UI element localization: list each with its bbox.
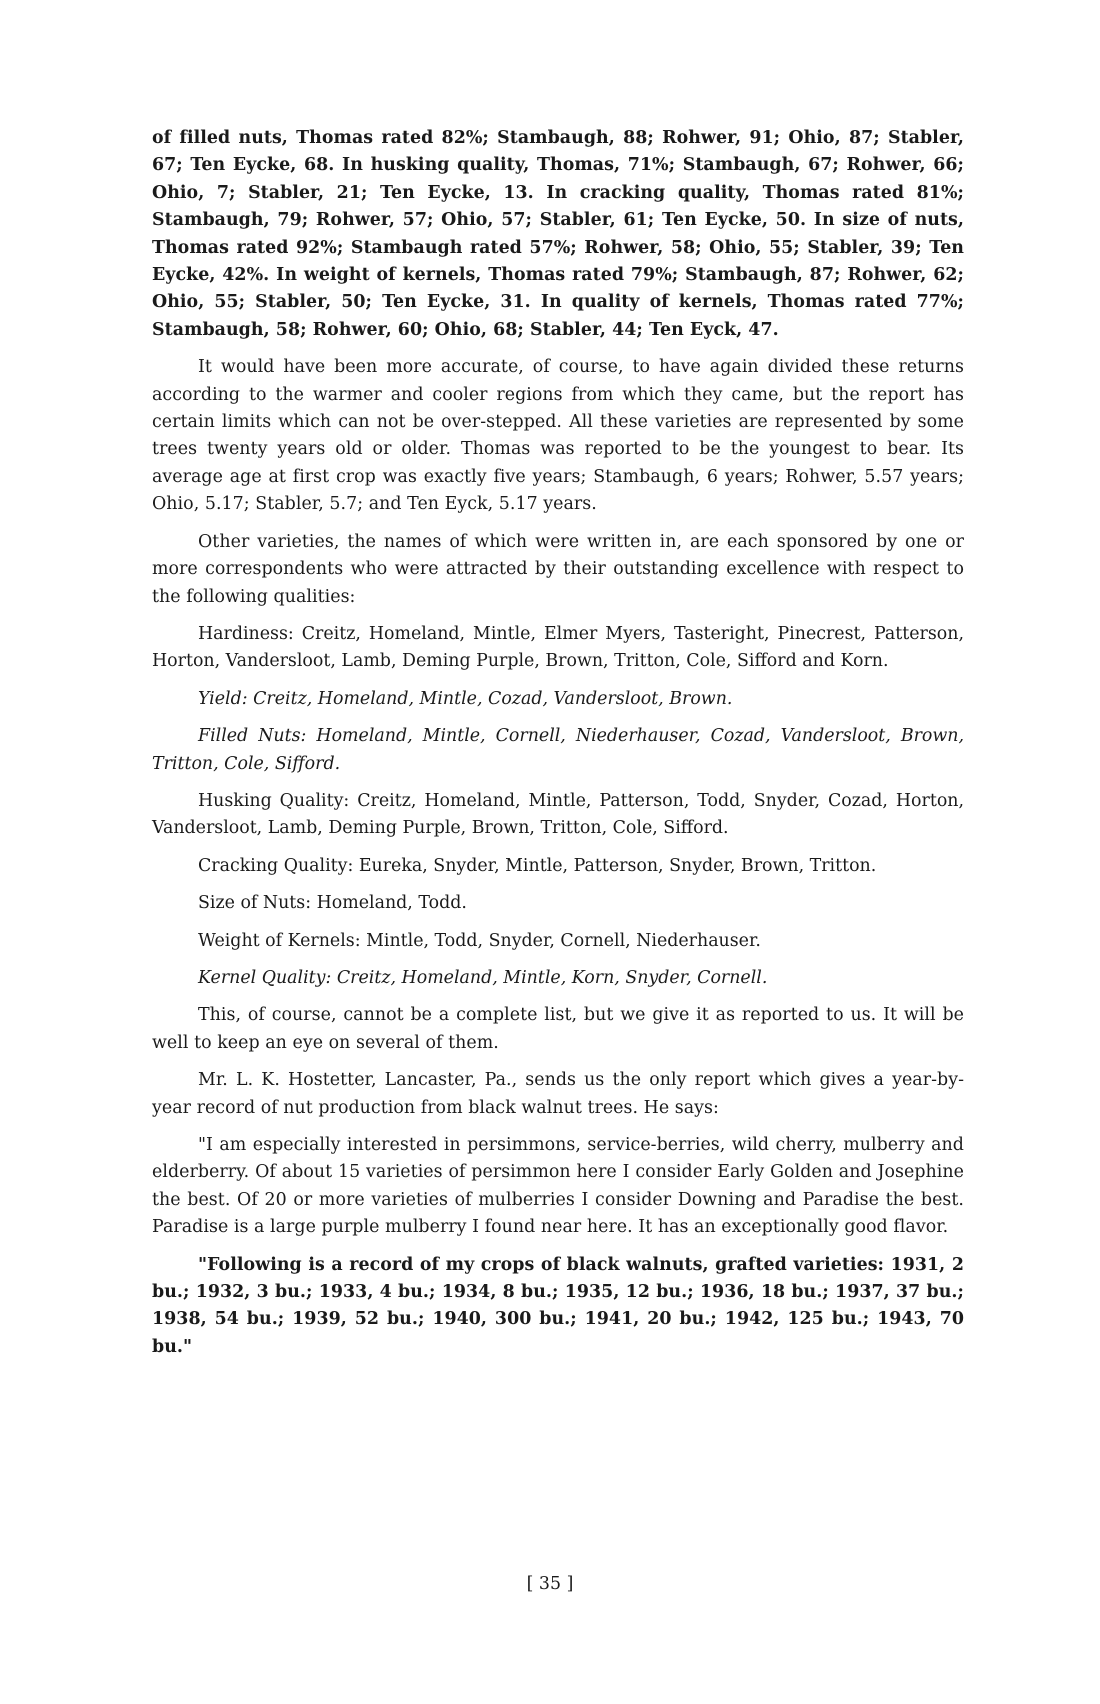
quality-hardiness [152,621,964,676]
quality-varieties: Homeland, Todd. [316,893,467,914]
quality-yield [152,686,964,713]
quality-kernel [152,965,964,992]
quality-cracking [152,853,964,880]
quality-varieties: Creitz, Homeland, Mintle, Korn, Snyder, Cornell. [336,967,768,988]
quality-label: Yield: [198,688,248,709]
quality-label: Kernel Quality: [198,967,332,988]
quality-label: Husking Quality: [198,790,350,811]
quality-varieties: Creitz, Homeland, Mintle, Elmer Myers, Tasteright, Pinecrest, Patterson, Horton, Vandersloot, Lamb, Deming Purple, Brown, Tritton, Cole, Sifford and Korn. [152,623,964,672]
quality-label: Hardiness: [198,623,294,644]
quality-label: Cracking Quality: [198,855,354,876]
quality-weight-of-kernels [152,928,964,955]
paragraph-walnut-crop-record: "Following is a record of my crops of black walnuts, grafted varieties: 1931, 2 bu.; 1932, 3 bu.; 1933, 4 bu.; 1934, 8 bu.; 1935, 12 bu.; 1936, 18 bu.; 1937, 37 bu.; 1938, 54 bu.; 1939, 52 bu.; 1940, 300 bu.; 1941, 20 bu.; 1942, 125 bu.; 1943, 70 bu." [152,1254,964,1357]
page-number: [ 35 ] [526,1574,574,1594]
quality-size-of-nuts [152,890,964,917]
quality-varieties: Creitz, Homeland, Mintle, Cozad, Vandersloot, Brown. [253,688,733,709]
quality-filled-nuts [152,723,964,778]
paragraph-regions-and-ages: It would have been more accurate, of course, to have again divided these returns according to the warmer and cooler regions from which they came, but the report has certain limits which can not be over-stepped. All these varieties are represented by some trees twenty years old or older. Thomas was reported to be the youngest to bear. Its average age at first crop was exactly five years; Stambaugh, 6 years; Rohwer, 5.57 years; Ohio, 5.17; Stabler, 5.7; and Ten Eyck, 5.17 years. [152,357,964,515]
paragraph-hostetter-intro: Mr. L. K. Hostetter, Lancaster, Pa., sends us the only report which gives a year-by-year record of nut production from black walnut trees. He says: [152,1070,964,1118]
page-body [152,125,964,1371]
paragraph-variety-ratings: of filled nuts, Thomas rated 82%; Stambaugh, 88; Rohwer, 91; Ohio, 87; Stabler, 67; Ten Eycke, 68. In husking quality, Thomas, 71%; Stambaugh, 67; Rohwer, 66; Ohio, 7; Stabler, 21; Ten Eycke, 13. In cracking quality, Thomas rated 81%; Stambaugh, 79; Rohwer, 57; Ohio, 57; Stabler, 61; Ten Eycke, 50. In size of nuts, Thomas rated 92%; Stambaugh rated 57%; Rohwer, 58; Ohio, 55; Stabler, 39; Ten Eycke, 42%. In weight of kernels, Thomas rated 79%; Stambaugh, 87; Rohwer, 62; Ohio, 55; Stabler, 50; Ten Eycke, 31. In quality of kernels, Thomas rated 77%; Stambaugh, 58; Rohwer, 60; Ohio, 68; Stabler, 44; Ten Eyck, 47. [152,128,964,340]
quality-varieties: Eureka, Snyder, Mintle, Patterson, Snyder, Brown, Tritton. [358,855,877,876]
qualities-list [152,621,964,992]
paragraph-other-varieties: Other varieties, the names of which were written in, are each sponsored by one or more correspondents who were attracted by their outstanding excellence with respect to the following qualities: [152,531,964,607]
quality-varieties: Homeland, Mintle, Cornell, Niederhauser, Cozad, Vandersloot, Brown, Tritton, Cole, Sifford. [152,726,964,774]
paragraph-complete-list: This, of course, cannot be a complete list, but we give it as reported to us. It will be well to keep an eye on several of them. [152,1005,964,1053]
quality-label: Size of Nuts: [198,893,312,914]
quality-varieties: Creitz, Homeland, Mintle, Patterson, Todd, Snyder, Cozad, Horton, Vandersloot, Lamb, Deming Purple, Brown, Tritton, Cole, Sifford. [152,790,965,839]
quality-husking [152,788,964,843]
paragraph-hostetter-quote: "I am especially interested in persimmons, service-berries, wild cherry, mulberry and elderberry. Of about 15 varieties of persimmon here I consider Early Golden and Josephine the best. Of 20 or more varieties of mulberries I consider Downing and Paradise the best. Paradise is a large purple mulberry I found near here. It has an exceptionally good flavor. [152,1135,964,1238]
quality-varieties: Mintle, Todd, Snyder, Cornell, Niederhauser. [366,930,761,951]
quality-label: Weight of Kernels: [198,930,361,951]
quality-label: Filled Nuts: [198,726,307,747]
